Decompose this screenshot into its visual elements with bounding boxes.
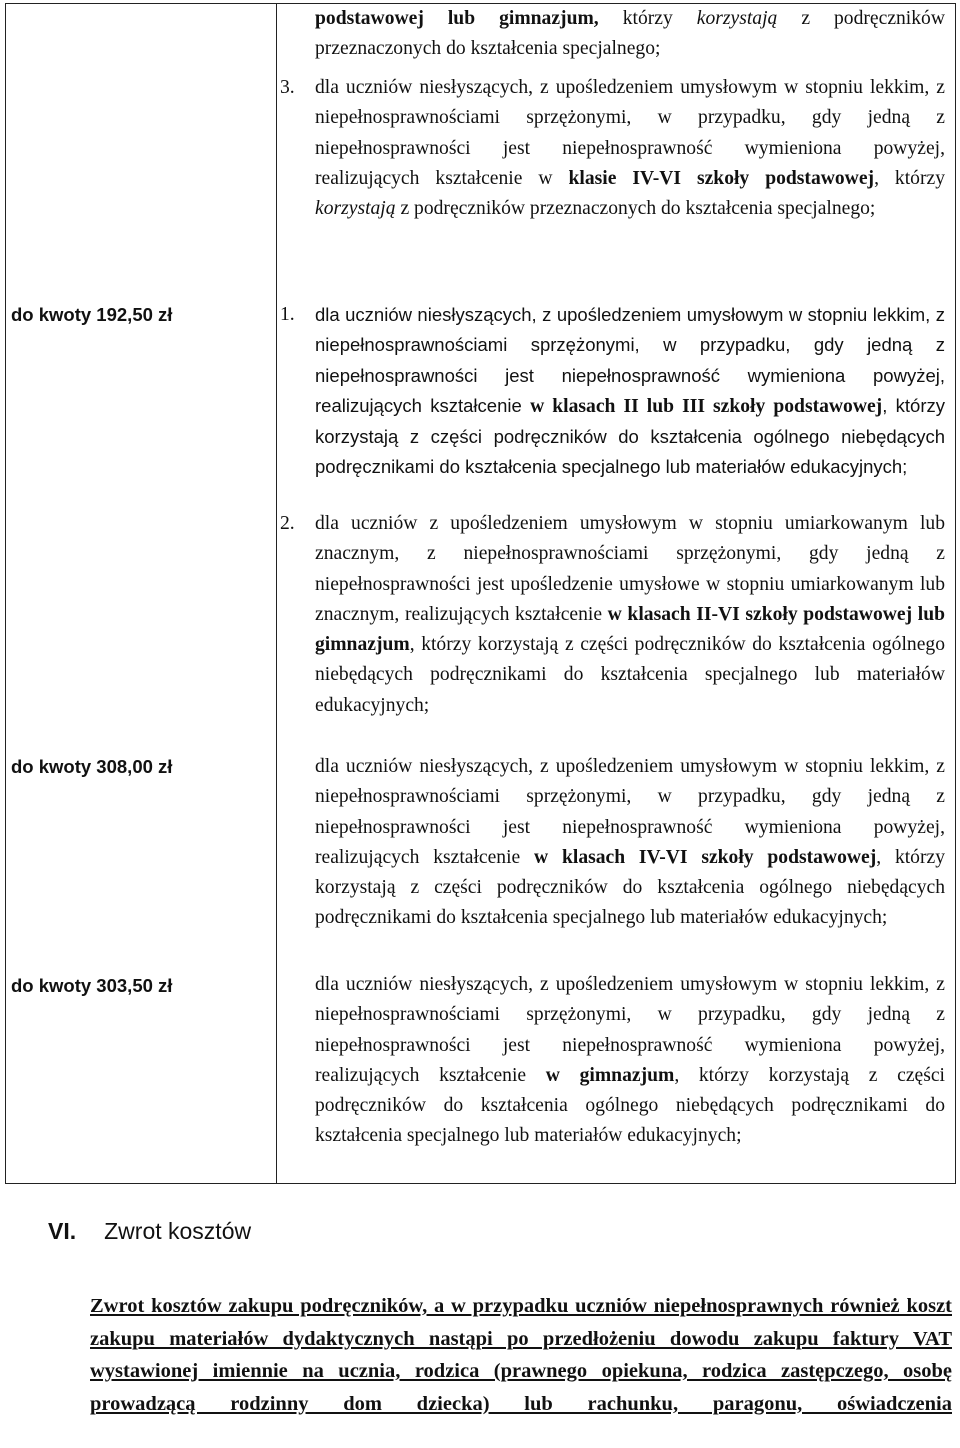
list-item: [315, 970, 945, 1152]
list-item: [280, 300, 946, 483]
list-item-continuation: [315, 4, 945, 65]
text-fragment: dla uczniów niesłyszących, z upośledzeniem umysłowym w stopniu lekkim, z niepełnosprawnościami sprzężonymi, w przypadku, gdy jedną z niepełnosprawności jest niepełnosprawność wymieniona powyżej, realizujących kształcenie: [315, 974, 945, 1086]
list-item: [315, 752, 945, 934]
list-number: 2.: [280, 513, 295, 534]
amount-label: do kwoty 192,50 zł: [11, 304, 173, 325]
italic-fragment: korzystają: [696, 8, 778, 29]
list-item: [280, 73, 945, 224]
section-title: Zwrot kosztów: [104, 1218, 252, 1244]
text-fragment: , którzy korzystają z części podręczników do kształcenia ogólnego niebędących podręcznikami do kształcenia specjalnego lub materiałów edukacyjnych;: [315, 634, 945, 716]
text-fragment: z podręczników przeznaczonych do kształcenia specjalnego;: [395, 198, 876, 220]
text-fragment: , którzy korzystają z części podręczników do kształcenia ogólnego niebędących podręcznikami do kształcenia specjalnego lub materiałów edukacyjnych;: [315, 1064, 945, 1147]
text-fragment: dla uczniów z upośledzeniem umysłowym w stopniu umiarkowanym lub znacznym, z niepełnosprawnościami sprzężonymi, gdy jedną z niepełnosprawności jest upośledzenie umysłowe w stopniu umiarkowanym lub znacznym, realizujących kształcenie: [315, 513, 945, 625]
text-fragment: , którzy korzystają z części podręczników do kształcenia ogólnego niebędących podręcznikami do kształcenia specjalnego lub materiałów edukacyjnych;: [315, 394, 946, 478]
text-fragment: dla uczniów niesłyszących, z upośledzeniem umysłowym w stopniu lekkim, z niepełnosprawnościami sprzężonymi, w przypadku, gdy jedną z niepełnosprawności jest niepełnosprawność wymieniona powyżej, realizujących kształcenie: [315, 756, 945, 868]
bold-fragment: podstawowej lub gimnazjum,: [315, 8, 599, 29]
text-fragment: , którzy: [874, 167, 945, 189]
amount-column: [6, 4, 277, 1184]
text-fragment: którzy: [598, 8, 697, 29]
text-fragment: dla uczniów niesłyszących, z upośledzeniem umysłowym w stopniu lekkim, z niepełnosprawnościami sprzężonymi, w przypadku, gdy jedną z niepełnosprawności jest niepełnosprawność wymieniona powyżej, realizujących kształcenie w: [315, 77, 945, 189]
bold-fragment: w klasach IV-VI szkoły podstawowej: [534, 846, 877, 868]
list-item: [280, 509, 945, 721]
section-heading: [48, 1218, 251, 1245]
text-fragment: , którzy korzystają z części podręczników do kształcenia ogólnego niebędących podręcznikami do kształcenia specjalnego lub materiałów edukacyjnych;: [315, 846, 945, 929]
text-fragment: dla uczniów niesłyszących, z upośledzeniem umysłowym w stopniu lekkim, z niepełnosprawnościami sprzężonymi, w przypadku, gdy jedną z niepełnosprawności jest niepełnosprawność wymieniona powyżej, realizujących kształcenie: [315, 304, 945, 416]
amount-label: do kwoty 308,00 zł: [11, 756, 173, 777]
bold-fragment: w gimnazjum: [545, 1064, 675, 1086]
list-number: 3.: [280, 77, 295, 98]
italic-fragment: korzystają: [315, 198, 396, 220]
text-fragment: z podręczników przeznaczonych do kształcenia specjalnego;: [315, 8, 945, 60]
section-number: VI.: [48, 1218, 77, 1244]
bold-fragment: w klasach II-VI szkoły podstawowej lub gimnazjum: [315, 603, 945, 656]
bold-fragment: klasie IV-VI szkoły podstawowej: [568, 167, 875, 189]
list-number: 1.: [280, 304, 295, 325]
amount-label: do kwoty 303,50 zł: [11, 975, 173, 996]
refund-paragraph: Zwrot kosztów zakupu podręczników, a w przypadku uczniów niepełnosprawnych również koszt zakupu materiałów dydaktycznych nastąpi po przedłożeniu dowodu zakupu faktury VAT wystawionej imiennie na ucznia, rodzica (prawnego opiekuna, rodzica zastępczego, osobę prowadzącą rodzinny dom dziecka) lub rachunku, paragonu, oświadczenia: [90, 1295, 952, 1415]
bold-fragment: w klasach II lub III szkoły podstawowej: [530, 395, 883, 417]
